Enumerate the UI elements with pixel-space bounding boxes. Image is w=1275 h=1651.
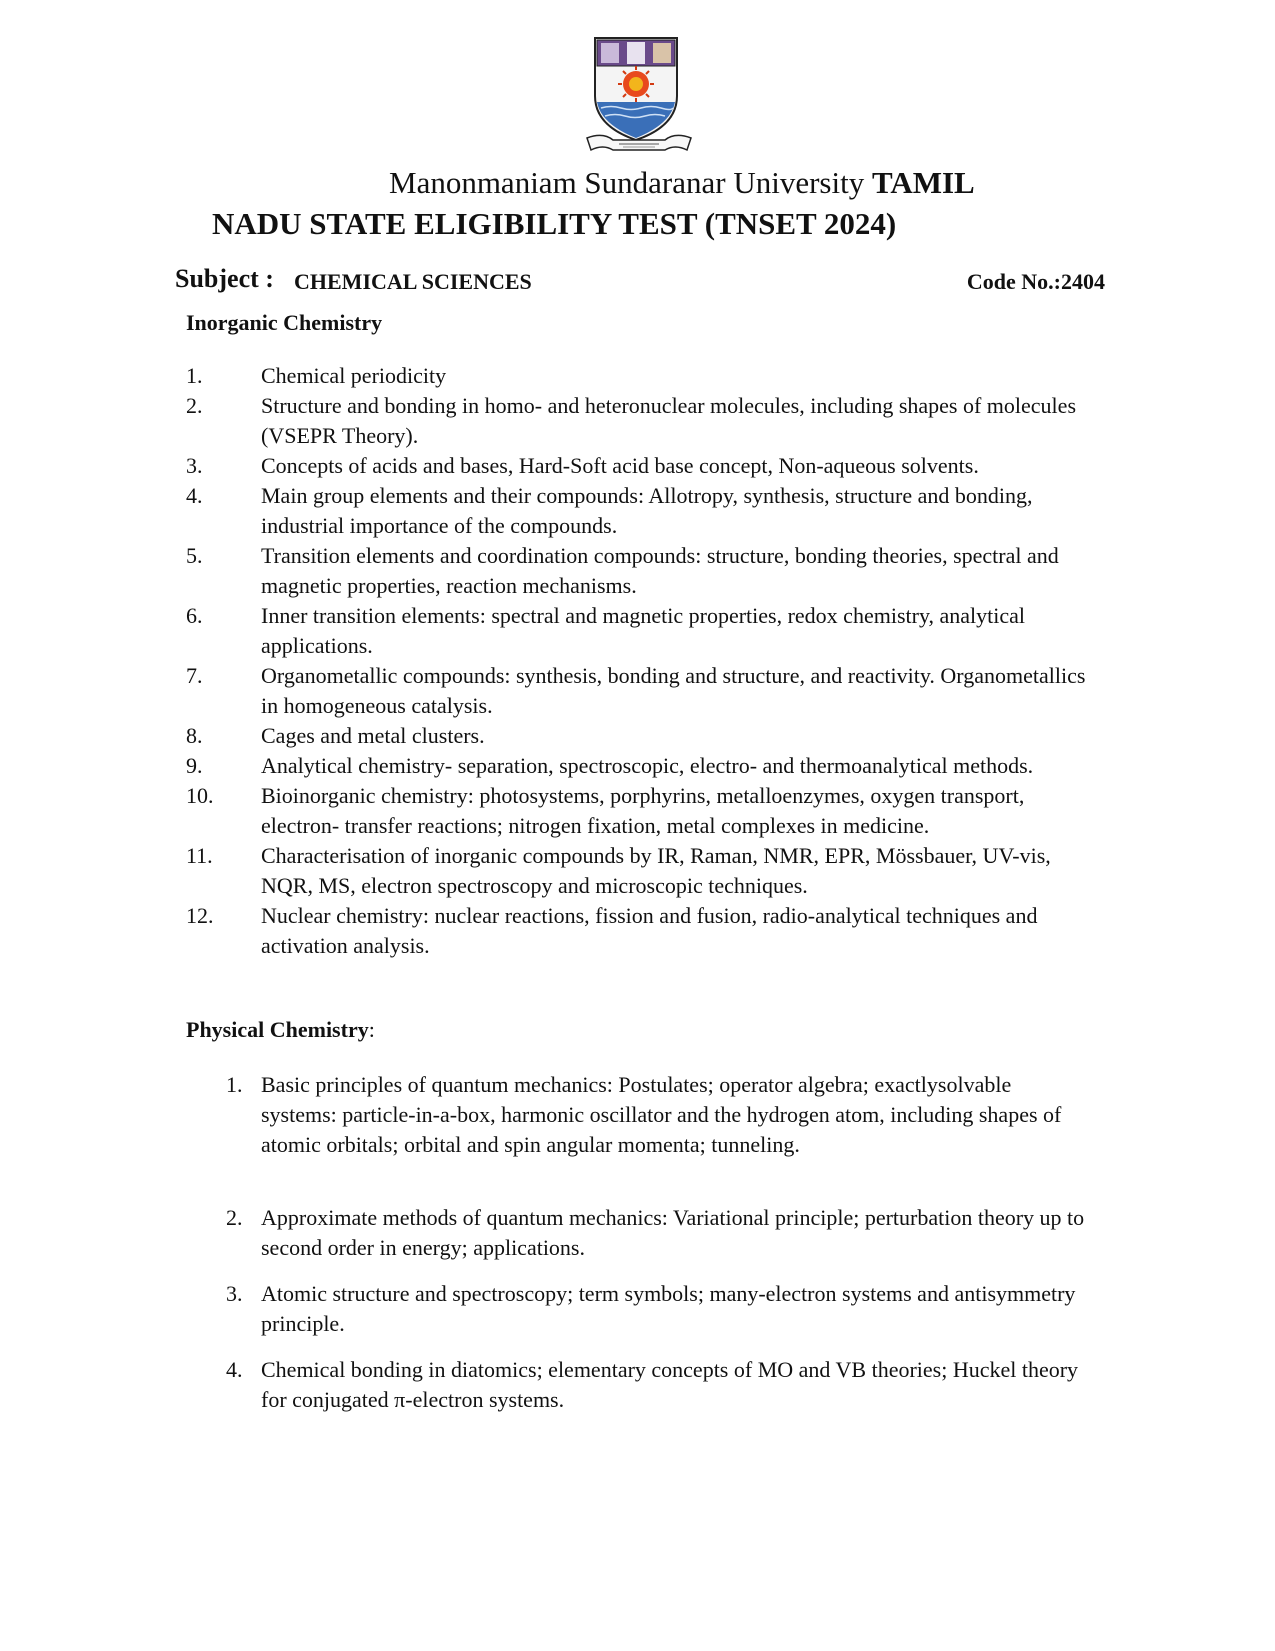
list-item [226,1279,1086,1339]
subject-label: Subject : [175,264,274,293]
list-item-number: 3. [226,1281,243,1306]
exam-title: NADU STATE ELIGIBILITY TEST (TNSET 2024) [212,206,897,241]
university-name: Manonmaniam Sundaranar University [389,165,865,200]
subject-row [175,264,1105,300]
university-emblem [583,34,695,156]
title-tail: TAMIL [871,165,975,200]
inorganic-topic-list [186,361,1086,961]
section-heading-physical-text: Physical Chemistry [186,1017,369,1042]
list-item-text: Cages and metal clusters. [261,723,485,748]
list-item [186,841,1086,901]
list-item-number: 1. [226,1072,243,1097]
list-item-text: Inner transition elements: spectral and magnetic properties, redox chemistry, analytical applications. [261,603,1026,658]
list-item [186,451,1086,481]
list-item-number: 4. [186,483,203,508]
list-item-number: 2. [186,393,203,418]
section-heading-inorganic: Inorganic Chemistry [186,310,383,335]
list-item [186,541,1086,601]
list-item-number: 9. [186,753,203,778]
list-item-number: 4. [226,1357,243,1382]
list-item [226,1355,1086,1415]
code-number: Code No.:2404 [966,269,1105,294]
list-item [186,361,1086,391]
list-item-text: Concepts of acids and bases, Hard-Soft acid base concept, Non-aqueous solvents. [261,453,979,478]
list-item [226,1070,1086,1160]
list-item-text: Bioinorganic chemistry: photosystems, porphyrins, metalloenzymes, oxygen transport, electron- transfer reactions; nitrogen fixation, metal complexes in medicine. [261,783,1025,838]
list-item-text: Basic principles of quantum mechanics: Postulates; operator algebra; exactlysolvable systems: particle-in-a-box, harmonic oscillator and the hydrogen atom, including shapes of atomic orbitals; orbital and spin angular momenta; tunneling. [261,1072,1062,1157]
list-item-text: Approximate methods of quantum mechanics: Variational principle; perturbation theory up to second order in energy; applications. [261,1205,1085,1260]
list-item-text: Main group elements and their compounds: Allotropy, synthesis, structure and bonding, industrial importance of the compounds. [261,483,1033,538]
list-item [226,1203,1086,1263]
list-item-number: 2. [226,1205,243,1230]
list-item-text: Chemical periodicity [261,363,447,388]
list-item-number: 5. [186,543,203,568]
list-item-number: 12. [186,903,214,928]
physical-topic-list [226,1070,1086,1415]
list-item [186,481,1086,541]
list-item-text: Chemical bonding in diatomics; elementary concepts of MO and VB theories; Huckel theory for conjugated π-electron systems. [261,1357,1079,1412]
list-item-number: 11. [186,843,213,868]
list-item-text: Atomic structure and spectroscopy; term symbols; many-electron systems and antisymmetry principle. [261,1281,1076,1336]
subject-value: CHEMICAL SCIENCES [294,269,532,294]
list-item [186,781,1086,841]
list-item-number: 8. [186,723,203,748]
list-item [186,391,1086,451]
title-line-1 [389,165,975,201]
section-heading-colon: : [368,1017,375,1042]
list-item-text: Analytical chemistry- separation, spectroscopic, electro- and thermoanalytical methods. [261,753,1034,778]
list-item-text: Characterisation of inorganic compounds by IR, Raman, NMR, EPR, Mössbauer, UV-vis, NQR, MS, electron spectroscopy and microscopic techniques. [261,843,1051,898]
list-item-number: 6. [186,603,203,628]
list-item [186,901,1086,961]
list-item [186,661,1086,721]
list-item [186,751,1086,781]
list-item [186,601,1086,661]
list-item-text: Structure and bonding in homo- and heteronuclear molecules, including shapes of molecules (VSEPR Theory). [261,393,1076,448]
list-item-text: Nuclear chemistry: nuclear reactions, fission and fusion, radio-analytical techniques and activation analysis. [261,903,1038,958]
list-item [186,721,1086,751]
list-item-number: 3. [186,453,203,478]
list-item-number: 7. [186,663,203,688]
list-item-text: Transition elements and coordination compounds: structure, bonding theories, spectral and magnetic properties, reaction mechanisms. [261,543,1059,598]
list-item-text: Organometallic compounds: synthesis, bonding and structure, and reactivity. Organometallics in homogeneous catalysis. [261,663,1086,718]
list-item-number: 1. [186,363,203,388]
section-heading-physical [186,1017,375,1043]
list-item-number: 10. [186,783,214,808]
